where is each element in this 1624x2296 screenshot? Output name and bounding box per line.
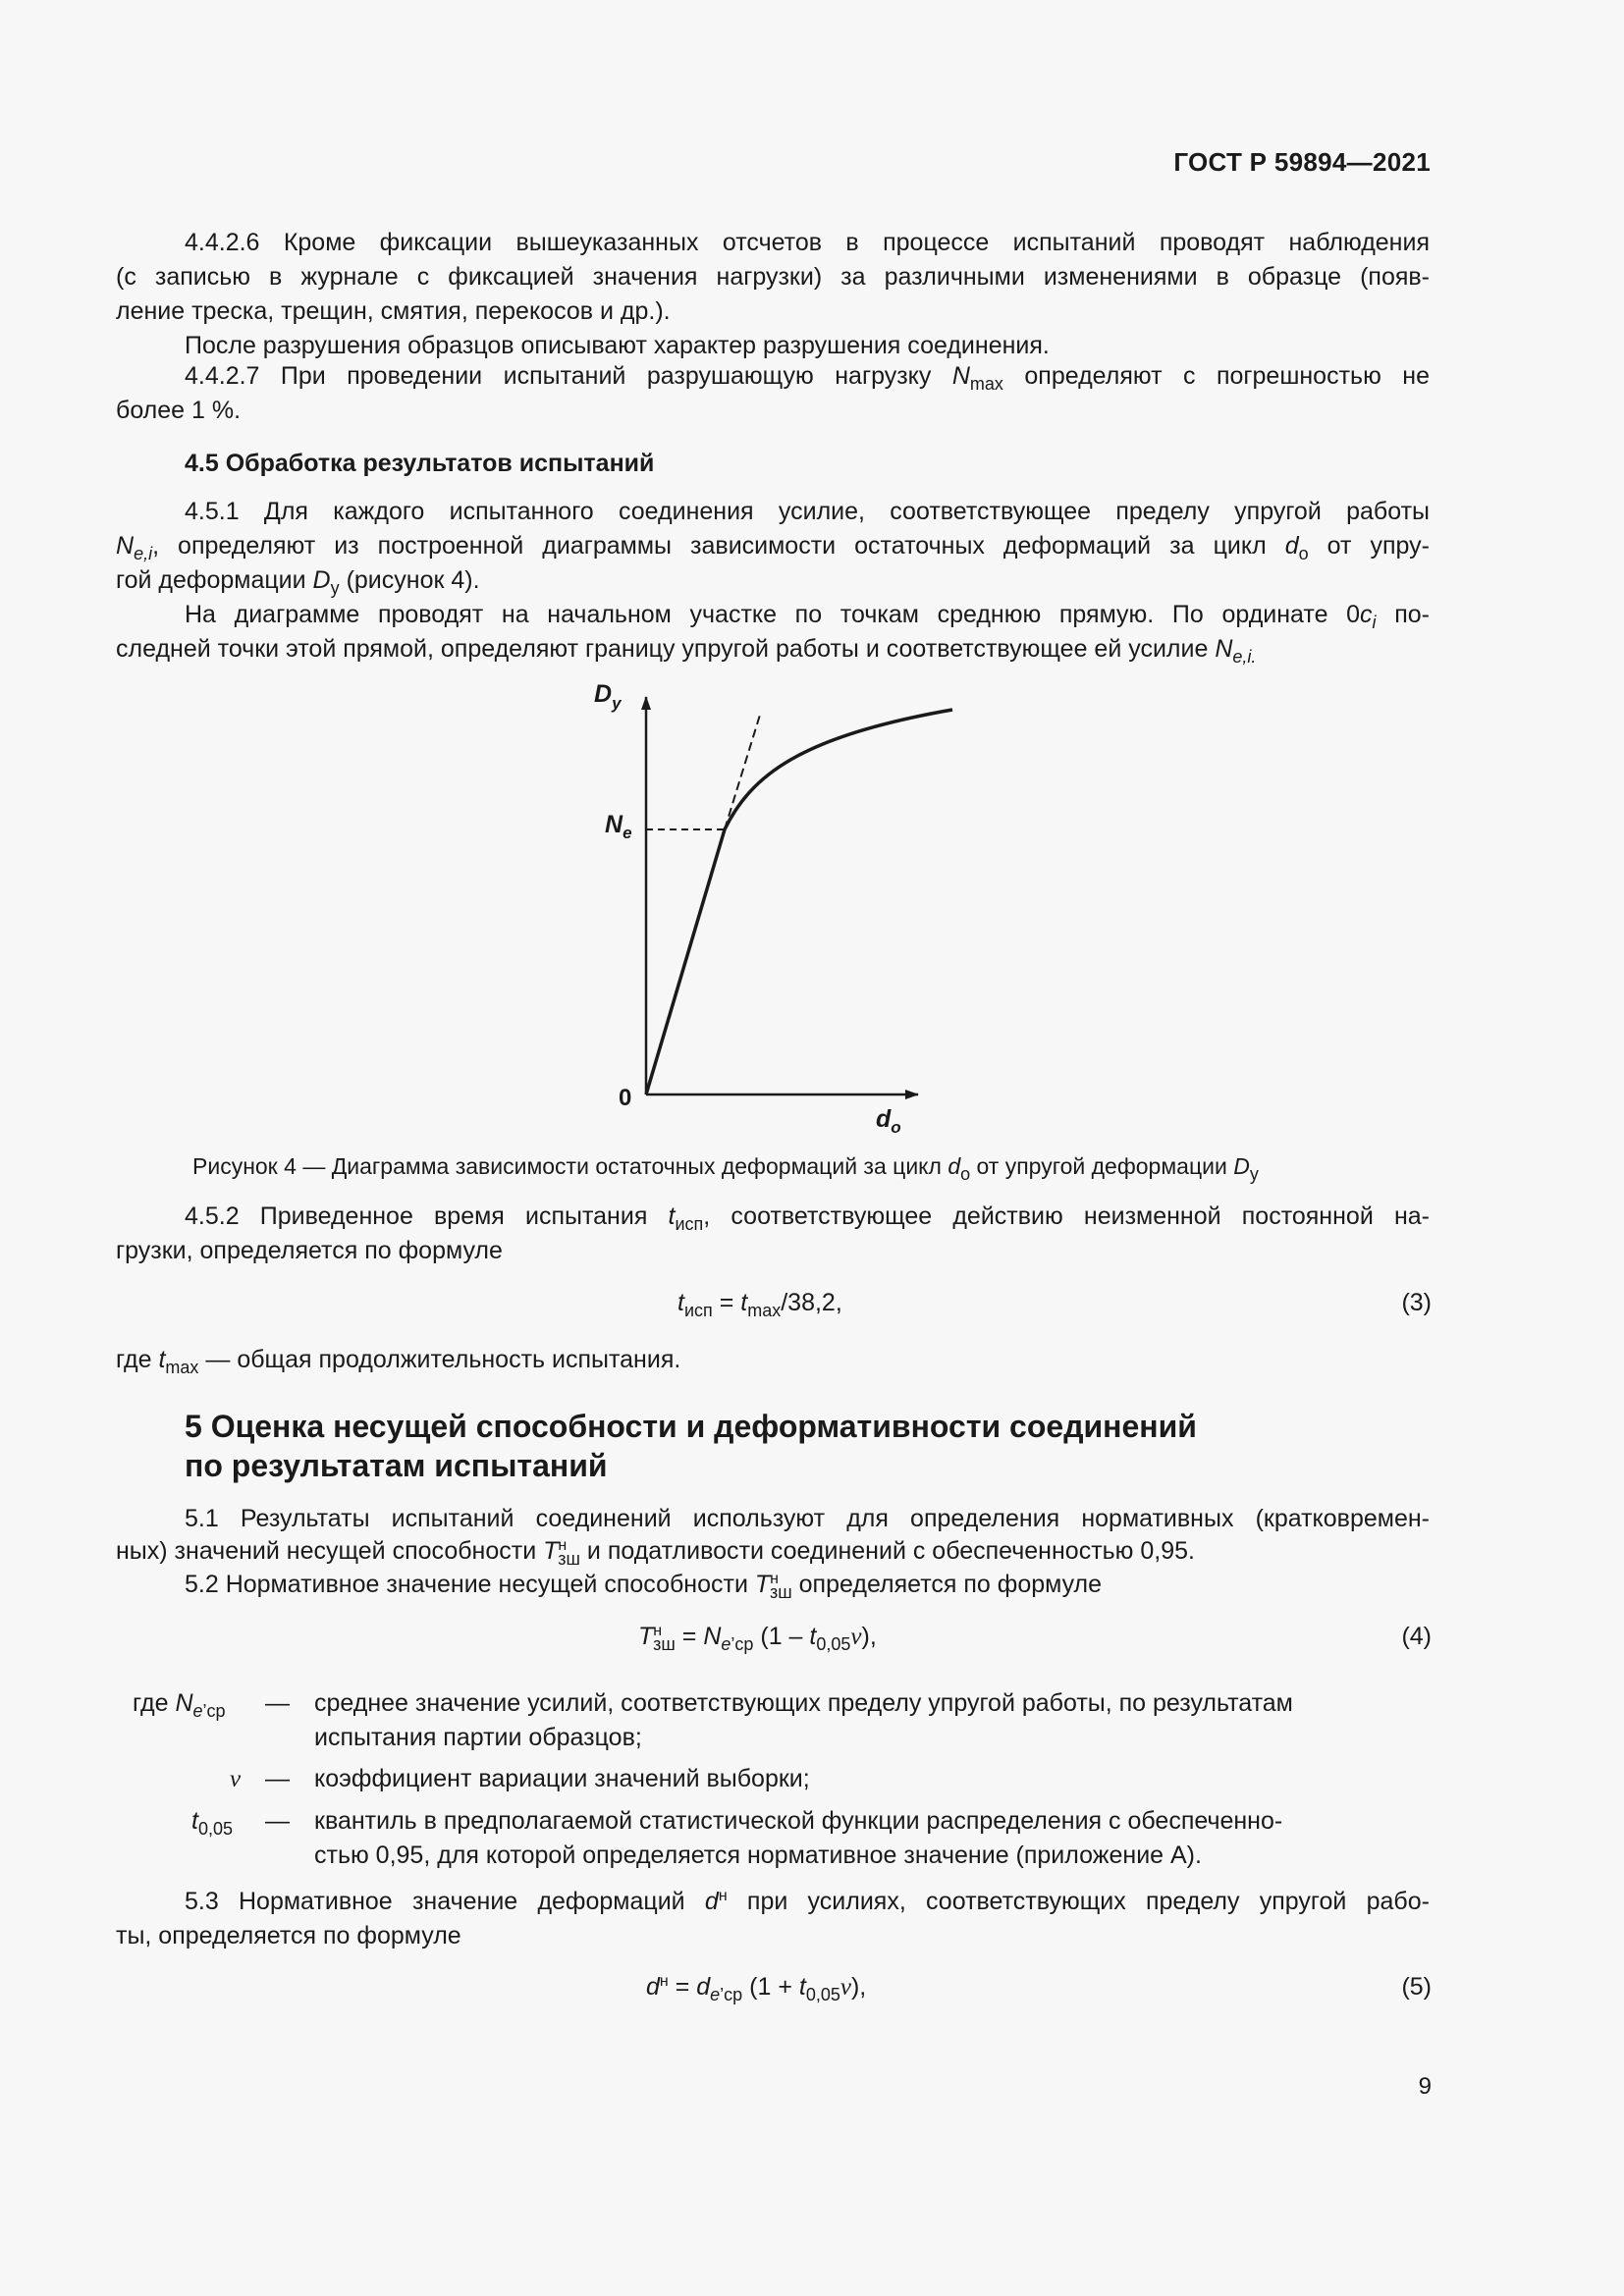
paragraph-4426-line1: 4.4.2.6 Кроме фиксации вышеуказанных отсчетов в процессе испытаний проводят наблюдения — [185, 229, 1430, 256]
paragraph-451-line1: 4.5.1 Для каждого испытанного соединения усилие, соответствующее пределу упругой работы — [185, 498, 1430, 525]
tangent-dashed — [725, 712, 761, 829]
page-number: 9 — [1418, 2073, 1432, 2100]
paragraph-4427-line1: 4.4.2.7 При проведении испытаний разрушающую нагрузку $N_{max}$ определяют с погрешностью не — [185, 362, 1430, 394]
formula-4: $T^н_{зш} = N_{e’ср}$ $(1 - t_{0,05}\nu)$, — [638, 1623, 877, 1654]
paragraph-51-line1: 5.1 Результаты испытаний соединений используют для определения нормативных (кратковремен- — [185, 1505, 1430, 1532]
where4-dash-3: — — [265, 1807, 290, 1835]
subsection-heading-45: 4.5 Обработка результатов испытаний — [185, 450, 655, 477]
formula-5-number: (5) — [1401, 1973, 1432, 2001]
where4-dash-2: — — [265, 1765, 290, 1792]
section-5-title-line2: по результатам испытаний — [185, 1448, 608, 1483]
paragraph-53-line1: 5.3 Нормативное значение деформаций $d^н$ при усилиях, соответствующих пределу упругой рабо- — [185, 1888, 1430, 1915]
origin-label: 0 — [619, 1085, 632, 1111]
paragraph-451-line2: $N_{e,i}$, определяют из построенной диаграммы зависимости остаточных деформаций за цикл $d_о$ от упру- — [116, 532, 1430, 563]
formula-4-number: (4) — [1401, 1623, 1432, 1650]
where4-desc-1a: среднее значение усилий, соответствующих пределу упругой работы, по результатам — [314, 1689, 1293, 1717]
deformation-curve — [646, 710, 952, 1095]
section-5-title-line1: 5 Оценка несущей способности и деформативности соединений — [185, 1409, 1197, 1444]
paragraph-4427-line2: более 1 %. — [116, 397, 242, 424]
paragraph-52: 5.2 Нормативное значение несущей способности $T^н_{зш}$ определяется по формуле — [185, 1571, 1103, 1602]
figure-4-diagram — [579, 677, 972, 1148]
paragraph-452-line1: 4.5.2 Приведенное время испытания $t_{исп}$, соответствующее действию неизменной постоянной на- — [185, 1202, 1430, 1234]
x-axis-label: $d_о$ — [876, 1105, 901, 1137]
paragraph-51-line2: ных) значений несущей способности $T^н_{зш}$ и податливости соединений с обеспеченностью 0,95. — [116, 1537, 1195, 1569]
paragraph-diagram-line2: следней точки этой прямой, определяют границу упругой работы и соответствующее ей усилие $N_{e,i.}$ — [116, 635, 1257, 667]
where-tmax: где $t_{max}$ — общая продолжительность испытания. — [116, 1346, 681, 1377]
paragraph-4426-line2: (с записью в журнале с фиксацией значения нагрузки) за различными изменениями в образце (появ- — [116, 263, 1430, 291]
paragraph-451-line3: гой деформации $D_у$ (рисунок 4). — [116, 566, 480, 598]
formula-5: $d^н = d_{e’ср}$ $(1 + t_{0,05}\nu)$, — [646, 1973, 867, 2004]
ne-label: $N_e$ — [605, 811, 632, 842]
paragraph-452-line2: грузки, определяется по формуле — [116, 1237, 503, 1264]
where4-desc-1b: испытания партии образцов; — [314, 1724, 642, 1751]
where4-desc-3a: квантиль в предполагаемой статистической функции распределения с обеспеченно- — [314, 1807, 1283, 1835]
where4-symbol-3: $t_{0,05}$ — [191, 1807, 233, 1839]
where4-desc-2: коэффициент вариации значений выборки; — [314, 1765, 810, 1792]
paragraph-diagram-line1: На диаграмме проводят на начальном участке по точкам среднюю прямую. По ординате $0c_i$ по- — [185, 601, 1430, 632]
standard-header: ГОСТ Р 59894—2021 — [1173, 147, 1431, 177]
formula-3: $t_{исп} = t_{max}/38,2$, — [677, 1289, 842, 1320]
y-axis-label: $D_у$ — [594, 680, 622, 713]
paragraph-53-line2: ты, определяется по формуле — [116, 1922, 461, 1949]
where4-dash-1: — — [265, 1689, 290, 1717]
formula-3-number: (3) — [1401, 1289, 1432, 1316]
figure-4-caption: Рисунок 4 — Диаграмма зависимости остаточных деформаций за цикл $d_о$ от упругой деформации $D_у$ — [192, 1153, 1259, 1184]
where4-symbol-2: ν — [230, 1766, 242, 1792]
paragraph-4426-line3: ление треска, трещин, смятия, перекосов и др.). — [116, 297, 671, 325]
where4-desc-3b: стью 0,95, для которой определяется нормативное значение (приложение А). — [314, 1842, 1202, 1869]
where4-symbol-1: где $N_{e’ср}$ — [133, 1689, 226, 1721]
paragraph-after-destruction: После разрушения образцов описывают характер разрушения соединения. — [185, 332, 1050, 359]
